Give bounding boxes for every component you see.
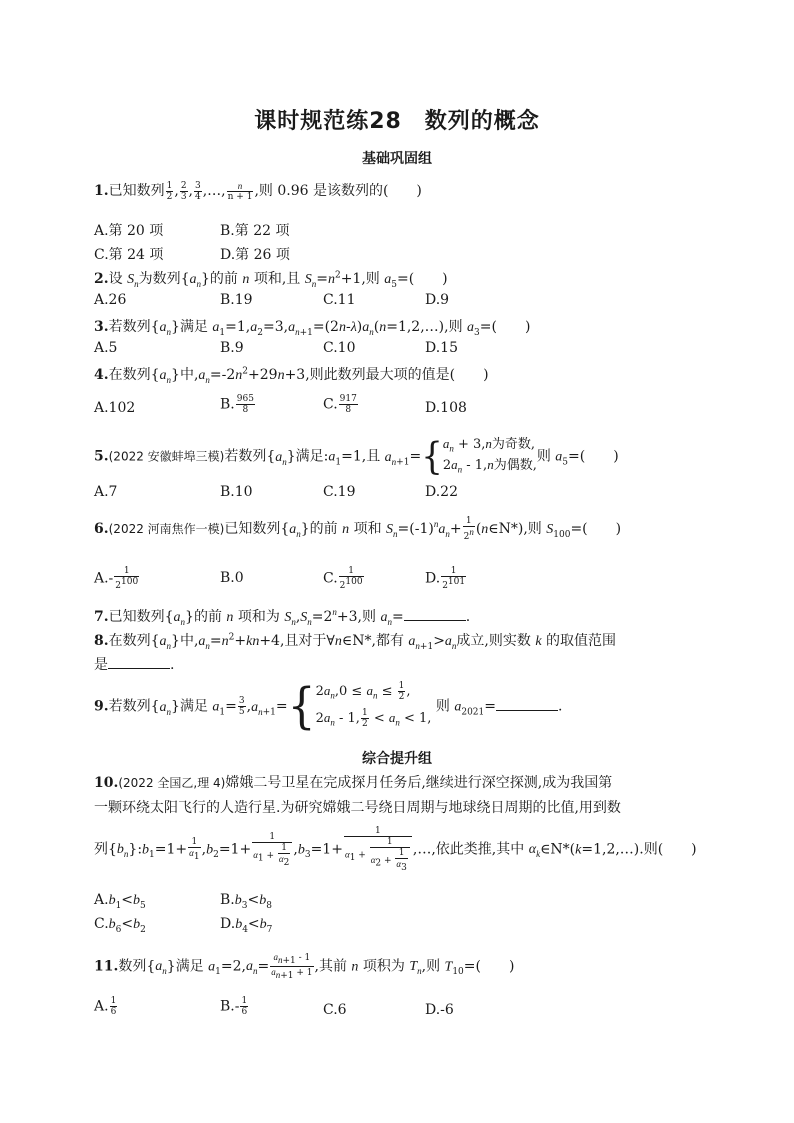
option-d: D.22 bbox=[425, 484, 458, 500]
text: 设 bbox=[108, 271, 123, 287]
question-2: 2.设 $S_n$为数列$\{a_n\}$的前 n 项和,且 $S_n=n^2+1$,则 $a_5=$( ) bbox=[94, 270, 448, 290]
fraction: $\frac{2}{3}$ bbox=[180, 180, 187, 202]
text: }中, bbox=[171, 633, 199, 649]
question-number: 8. bbox=[94, 633, 109, 649]
text: }中, bbox=[171, 367, 199, 383]
question-8-line-2 bbox=[94, 654, 174, 674]
option-b: B.9 bbox=[220, 340, 244, 356]
question-number: 6. bbox=[94, 521, 109, 537]
option-b: B.第 22 项 bbox=[220, 223, 290, 239]
text: 是 bbox=[94, 657, 108, 673]
text: 列{ bbox=[94, 841, 117, 858]
option-c: C.19 bbox=[323, 484, 356, 500]
question-number: 3. bbox=[94, 319, 109, 335]
text: 项和为 bbox=[237, 609, 280, 625]
text: 已知数列{ bbox=[108, 609, 174, 625]
fraction: $\frac{3}{5}$ bbox=[238, 696, 245, 718]
text: =(2 bbox=[312, 319, 339, 335]
piecewise: $a_n + 3,n$为奇数, $2a_n - 1,n$为偶数, bbox=[442, 436, 537, 475]
text: =3, bbox=[262, 319, 289, 335]
text: =2, bbox=[220, 958, 246, 975]
text: - bbox=[345, 319, 351, 335]
text: , bbox=[293, 841, 298, 858]
question-10 bbox=[94, 772, 612, 792]
text: }满足 bbox=[171, 319, 208, 335]
text: = bbox=[209, 633, 222, 649]
question-number: 2. bbox=[94, 271, 109, 287]
option-d: $D.b_4<b_7$ bbox=[220, 916, 273, 935]
option-c: C.第 24 项 bbox=[94, 247, 164, 263]
question-number: 9. bbox=[94, 698, 109, 715]
text: = bbox=[275, 698, 288, 715]
text: ( bbox=[475, 521, 482, 537]
text: = bbox=[225, 698, 237, 715]
text: +3,则此数列最大项的值是( ) bbox=[284, 367, 489, 383]
text: = bbox=[316, 271, 328, 287]
question-7: 7.已知数列$\{a_n\}$的前 n 项和为 $S_n,S_n=2^n+3$,则 $a_n=$ . bbox=[94, 607, 471, 627]
option-c: C.6 bbox=[323, 1002, 347, 1018]
option-c: $C.b_6<b_2$ bbox=[94, 916, 146, 935]
text: =1+ bbox=[154, 841, 188, 858]
text: = bbox=[257, 958, 270, 975]
option-a: $A.b_1<b_5$ bbox=[94, 892, 146, 911]
fraction: $\frac{3}{4}$ bbox=[195, 180, 201, 202]
text: +1,则 bbox=[340, 271, 380, 287]
option-a: A.第 20 项 bbox=[94, 223, 164, 239]
option-d: D.第 26 项 bbox=[220, 247, 290, 263]
question-4: 4.在数列$\{a_n\}$中$,a_n=-2n^2+29n+3$,则此数列最大项的值是( ) bbox=[94, 366, 489, 385]
page-title: 课时规范练28 数列的概念 bbox=[254, 109, 540, 134]
text: =1,2,…).则( ) bbox=[581, 841, 697, 858]
section-advanced: 综合提升组 bbox=[362, 751, 432, 767]
text: }的前 bbox=[201, 271, 238, 287]
option-b: B.- $\frac{1}{6}$ bbox=[220, 996, 248, 1017]
text: ,…,依此类推,其中 bbox=[412, 841, 525, 858]
question-11: 11.数列$\{a_n\}$满足 $a_1=2,a_n=$ $\frac{a_{n+1} - 1}{a_{n+1} + 1}$ ,其前 n 项积为 $T_n$,则 $T_{10}=$( ) bbox=[94, 952, 515, 981]
text: }满足 bbox=[166, 958, 204, 975]
text: 嫦娥二号卫星在完成探月任务后,继续进行深空探测,成为我国第 bbox=[225, 775, 613, 791]
option-d: D.15 bbox=[425, 340, 458, 356]
text: 则 bbox=[536, 448, 551, 465]
text: 若数列{ bbox=[108, 319, 160, 335]
text: =(-1) bbox=[397, 521, 434, 537]
text: 为数列{ bbox=[138, 271, 190, 287]
text: 若数列{ bbox=[224, 448, 276, 465]
question-1: 1.已知数列 $\frac{1}{2}$ , $\frac{2}{3}$ , $\frac{3}{4}$ ,…, $\frac{n}{n + 1}$ ,则 0.96 是该数列的( ) bbox=[94, 180, 422, 202]
option-c: C. $\frac{1}{2^{100}}$ bbox=[323, 566, 363, 591]
text: }: bbox=[128, 841, 143, 858]
text: , bbox=[246, 698, 252, 715]
text: 数列{ bbox=[118, 958, 156, 975]
text: =2 bbox=[311, 609, 333, 625]
text: =( ) bbox=[568, 448, 619, 465]
text: 项积为 bbox=[362, 958, 405, 975]
option-d: D. $\frac{1}{2^{101}}$ bbox=[425, 566, 466, 591]
fraction: $\frac{1}{2^n}$ bbox=[463, 516, 474, 542]
text: 则 0.96 是该数列的( ) bbox=[258, 183, 422, 199]
source: (2022 安徽蚌埠三模) bbox=[108, 449, 225, 464]
option-a: A.7 bbox=[94, 484, 118, 500]
text: =1,2,…),则 bbox=[386, 319, 463, 335]
option-c: C.10 bbox=[323, 340, 356, 356]
option-a: A.26 bbox=[94, 292, 127, 308]
text: =( ) bbox=[570, 521, 622, 537]
question-number: 7. bbox=[94, 609, 109, 625]
question-number: 11. bbox=[94, 958, 119, 975]
text: }满足 bbox=[171, 698, 208, 715]
option-d: D.9 bbox=[425, 292, 450, 308]
question-number: 10. bbox=[94, 775, 119, 791]
fraction: 1 $\alpha_1$ + $\frac{1}{\alpha_2}$ bbox=[252, 832, 292, 868]
fraction: $\frac{1}{2}$ bbox=[166, 180, 173, 202]
answer-blank bbox=[496, 698, 558, 711]
text: =1+ bbox=[218, 841, 252, 858]
text: =( ) bbox=[479, 319, 531, 335]
brace: { bbox=[287, 677, 316, 735]
option-a: A. $\frac{1}{6}$ bbox=[94, 996, 117, 1017]
text: 则 bbox=[435, 698, 450, 715]
text: . bbox=[170, 657, 175, 673]
text: = bbox=[391, 609, 404, 625]
text: +3,则 bbox=[336, 609, 377, 625]
text: +4,且对于∀ bbox=[259, 633, 335, 649]
text: +29 bbox=[248, 367, 278, 383]
text: ( bbox=[373, 319, 380, 335]
question-10-line-2: 一颗环绕太阳飞行的人造行星.为研究嫦娥二号绕日周期与地球绕日周期的比值,用到数 bbox=[94, 800, 621, 816]
answer-blank bbox=[108, 656, 170, 669]
option-a: A.- $\frac{1}{2^{100}}$ bbox=[94, 566, 139, 591]
text: =-2 bbox=[209, 367, 236, 383]
text: 的取值范围 bbox=[546, 633, 616, 649]
text: > bbox=[433, 633, 445, 649]
option-d: D.108 bbox=[425, 400, 467, 416]
text: . bbox=[465, 609, 471, 625]
text: , bbox=[295, 609, 301, 625]
text: =( ) bbox=[463, 958, 515, 975]
section-basic: 基础巩固组 bbox=[362, 151, 432, 167]
text: =1, bbox=[225, 319, 251, 335]
text: =( ) bbox=[396, 271, 448, 287]
text: ,其前 bbox=[314, 958, 347, 975]
text: 在数列{ bbox=[108, 367, 160, 383]
text: 成立,则实数 bbox=[456, 633, 531, 649]
text: 已知数列{ bbox=[224, 521, 290, 537]
text: }满足: bbox=[286, 448, 329, 465]
text: }的前 bbox=[300, 521, 338, 537]
text: 在数列{ bbox=[108, 633, 160, 649]
question-10-line-3: 列$\{b_n\}:b_1=1+$ $\frac{1}{\alpha_1}$ $,b_2=1+$ 1 $\alpha_1$ + $\frac{1}{\alpha_2}$ $,b_3=1+$ 1 $\alpha_1$ + 1 $\alpha_2$ + $\frac{1}{\alpha_3}$ ,…,依此类推,其中 $\alpha_k\in N*(k=1,2,\dots)$.则( ) bbox=[94, 826, 697, 873]
option-a: A.102 bbox=[94, 400, 136, 416]
text: =1,且 bbox=[341, 448, 381, 465]
fraction: 1 $\alpha_1$ + 1 $\alpha_2$ + $\frac{1}{\alpha_3}$ bbox=[344, 826, 412, 873]
text: . bbox=[558, 698, 563, 715]
question-9: 9.若数列$\{a_n\}$满足 $a_1=$ $\frac{3}{5}$ $,a_{n+1}=\{2a_n,0 \le a_n$ ≤ $\frac{1}{2}$ , $2a_n - 1$, $\frac{1}{2}$ < $a_n < 1$, 则 $a_{2021}=$ . bbox=[94, 677, 563, 735]
brace: { bbox=[421, 434, 443, 479]
text: + bbox=[234, 633, 247, 649]
text: 已知数列 bbox=[108, 183, 165, 199]
text: = bbox=[409, 448, 422, 465]
text: = bbox=[484, 698, 496, 715]
text: }的前 bbox=[185, 609, 222, 625]
text: ∈N*),则 bbox=[488, 521, 542, 537]
text: =1+ bbox=[310, 841, 343, 858]
question-3: 3.若数列$\{a_n\}$满足 $a_1=1,a_2=3,a_{n+1}=(2n-\lambda)a_n(n=1,2,\dots)$,则 $a_3=$( ) bbox=[94, 319, 531, 338]
question-6: 6.(2022 河南焦作一模)已知数列$\{a_n\}$的前 n 项和 $S_n=(-1)^na_n+$ $\frac{1}{2^n}$ (n∈N*),则 $S_{100}=$( ) bbox=[94, 516, 622, 542]
question-number: 5. bbox=[94, 448, 109, 465]
option-b: B. $\frac{965}{8}$ bbox=[220, 394, 254, 415]
piecewise: $2a_n,0 \le a_n$ ≤ $\frac{1}{2}$ , $2a_n - 1$, $\frac{1}{2}$ < $a_n < 1$, bbox=[315, 681, 432, 729]
question-5: 5.(2022 安徽蚌埠三模)若数列$\{a_n\}$满足$:a_1=1$,且 $a_{n+1}=\{a_n + 3,n$为奇数, $2a_n - 1,n$为偶数,则 $a_5=$( ) bbox=[94, 434, 619, 479]
text: ,则 bbox=[421, 958, 441, 975]
text: ) bbox=[356, 319, 363, 335]
answer-blank bbox=[404, 608, 466, 621]
option-b: B.19 bbox=[220, 292, 253, 308]
question-number: 1. bbox=[94, 183, 109, 199]
option-b: $B.b_3<b_8$ bbox=[220, 892, 272, 911]
text: 项和,且 bbox=[253, 271, 301, 287]
option-b: B.10 bbox=[220, 484, 253, 500]
text: ∈N*( bbox=[540, 841, 576, 858]
fraction: $\frac{n}{n + 1}$ bbox=[227, 180, 253, 202]
text: 若数列{ bbox=[108, 698, 160, 715]
source: (2022 全国乙,理 4) bbox=[118, 776, 226, 790]
text: , bbox=[201, 841, 207, 858]
option-c: C.11 bbox=[323, 292, 356, 308]
question-8: 8.在数列$\{a_n\}$中$,a_n=n^2+kn+4$,且对于∀n∈N*,都有 $a_{n+1}>a_n$成立,则实数 k 的取值范围 bbox=[94, 632, 616, 652]
option-c: C. $\frac{917}{8}$ bbox=[323, 394, 357, 415]
text: + bbox=[449, 521, 462, 537]
option-a: A.5 bbox=[94, 340, 118, 356]
text: 项和 bbox=[353, 521, 382, 537]
question-number: 4. bbox=[94, 367, 109, 383]
fraction: $\frac{1}{\alpha_1}$ bbox=[189, 837, 200, 862]
text: ∈N*,都有 bbox=[341, 633, 404, 649]
option-b: B.0 bbox=[220, 570, 244, 586]
fraction: $\frac{a_{n+1} - 1}{a_{n+1} + 1}$ bbox=[271, 952, 313, 981]
option-d: D.-6 bbox=[425, 1002, 454, 1018]
source: (2022 河南焦作一模) bbox=[108, 522, 225, 536]
